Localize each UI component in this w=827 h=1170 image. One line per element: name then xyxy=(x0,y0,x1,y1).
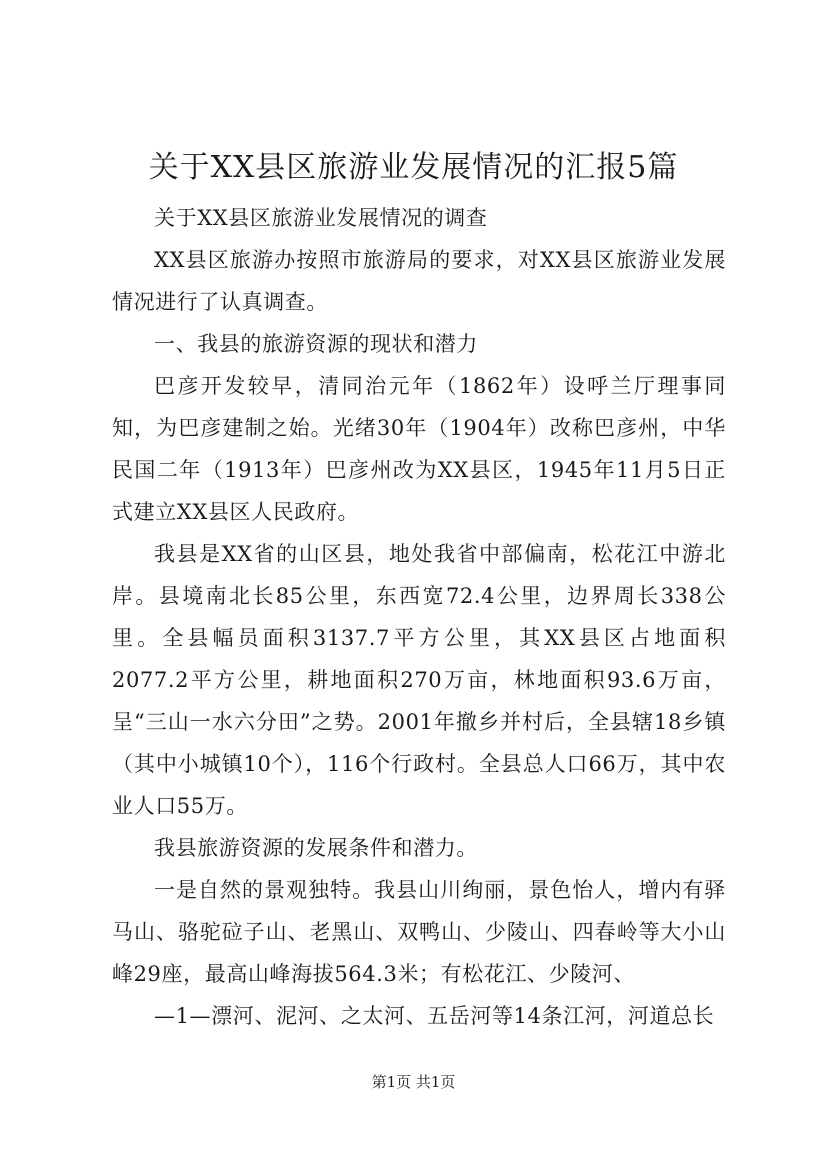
paragraph-8: —1—漂河、泥河、之太河、五岳河等14条江河，河道总长 xyxy=(154,1004,715,1028)
paragraph-4: 巴彦开发较早，清同治元年（1862年）设呼兰厅理事同知，为巴彦建制之始。光绪30年（1904年）改称巴彦州，中华民国二年（1913年）巴彦州改为XX县区，1945年11月5日正式建立XX县区人民政府。 xyxy=(112,374,726,524)
paragraph-1: 关于XX县区旅游业发展情况的调查 xyxy=(154,206,488,230)
page-footer: 第1页 共1页 xyxy=(371,1073,456,1091)
paragraph-2: XX县区旅游办按照市旅游局的要求，对XX县区旅游业发展情况进行了认真调查。 xyxy=(112,248,726,314)
document-body xyxy=(112,197,726,1037)
paragraph-5: 我县是XX省的山区县，地处我省中部偏南，松花江中游北岸。县境南北长85公里，东西宽72.4公里，边界周长338公里。全县幅员面积3137.7平方公里，其XX县区占地面积2077.2平方公里，耕地面积270万亩，林地面积93.6万亩，呈“三山一水六分田”之势。2001年撤乡并村后，全县辖18乡镇（其中小城镇10个），116个行政村。全县总人口66万，其中农业人口55万。 xyxy=(112,542,726,818)
paragraph-6: 我县旅游资源的发展条件和潜力。 xyxy=(154,836,478,860)
document-title: 关于XX县区旅游业发展情况的汇报5篇 xyxy=(148,150,679,185)
paragraph-3: 一、我县的旅游资源的现状和潜力 xyxy=(154,332,478,356)
paragraph-7: 一是自然的景观独特。我县山川绚丽，景色怡人，增内有驿马山、骆驼砬子山、老黑山、双鸭山、少陵山、四春岭等大小山峰29座，最高山峰海拔564.3米；有松花江、少陵河、 xyxy=(112,878,726,986)
